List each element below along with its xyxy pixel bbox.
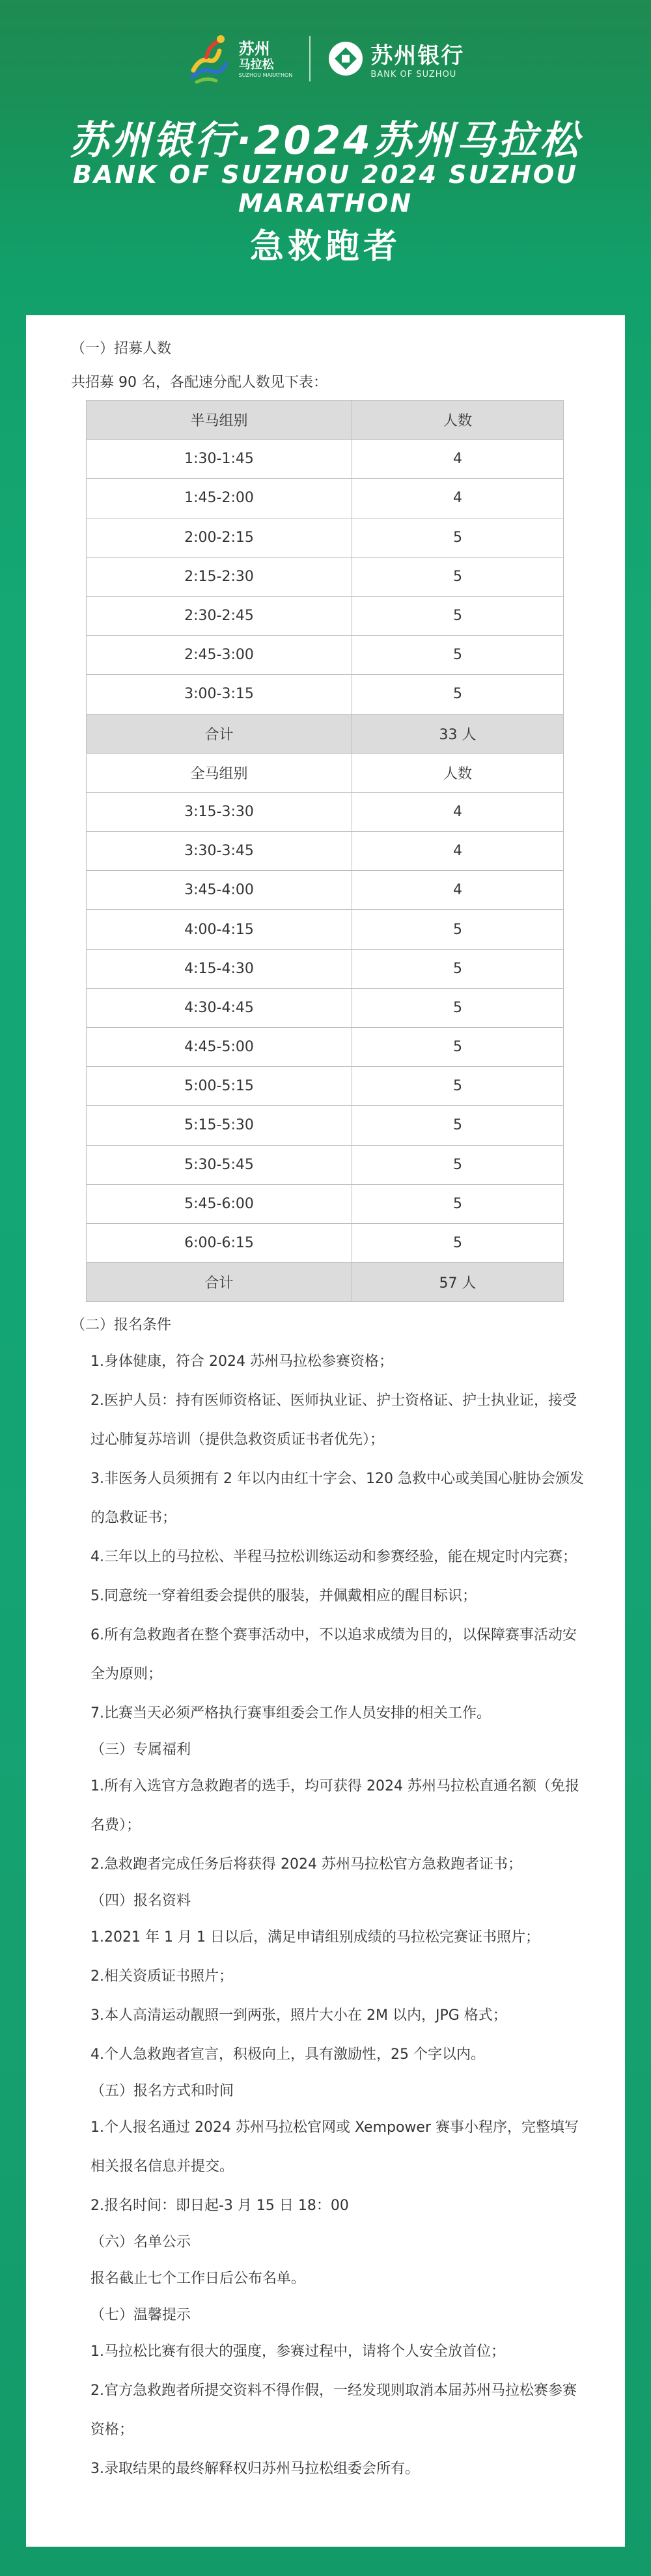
bank-name-en: BANK OF SUZHOU bbox=[370, 70, 457, 79]
table-header-full bbox=[87, 753, 564, 792]
total-label: 合计 bbox=[87, 714, 352, 753]
logo-row bbox=[0, 31, 651, 86]
bank-logo bbox=[327, 38, 464, 79]
table-row bbox=[87, 636, 564, 675]
table-row bbox=[87, 1028, 564, 1067]
row-group: 1:30-1:45 bbox=[87, 440, 352, 479]
row-group: 6:00-6:15 bbox=[87, 1223, 352, 1262]
row-count: 5 bbox=[352, 910, 564, 949]
row-count: 5 bbox=[352, 1106, 564, 1145]
page-header bbox=[0, 0, 651, 306]
benefit-item: 2.急救跑者完成任务后将获得 2024 苏州马拉松官方急救跑者证书； bbox=[90, 1856, 522, 1873]
row-count: 5 bbox=[352, 675, 564, 714]
row-count: 4 bbox=[352, 440, 564, 479]
row-count: 5 bbox=[352, 988, 564, 1027]
row-count: 5 bbox=[352, 1028, 564, 1067]
header-group: 全马组别 bbox=[87, 753, 352, 792]
logo-divider bbox=[309, 36, 311, 81]
section-title-tips: （七）温馨提示 bbox=[90, 2307, 191, 2324]
row-group: 4:00-4:15 bbox=[87, 910, 352, 949]
condition-item: 4.三年以上的马拉松、半程马拉松训练运动和参赛经验，能在规定时内完赛； bbox=[90, 1549, 577, 1566]
tip-item: 2.官方急救跑者所提交资料不得作假，一经发现则取消本届苏州马拉松赛参赛资格； bbox=[90, 2383, 577, 2439]
table-row bbox=[87, 949, 564, 988]
table-row bbox=[87, 792, 564, 831]
section-title-publish: （六）名单公示 bbox=[90, 2234, 191, 2251]
bank-name-cn: 苏州银行 bbox=[370, 43, 465, 69]
header-group: 半马组别 bbox=[87, 401, 352, 440]
marathon-logo bbox=[187, 31, 293, 86]
marathon-logo-en: SUZHOU MARATHON bbox=[238, 72, 293, 78]
row-count: 5 bbox=[352, 1067, 564, 1106]
table-row bbox=[87, 1067, 564, 1106]
page-title: 苏州银行·2024苏州马拉松 bbox=[70, 118, 581, 163]
table-row bbox=[87, 518, 564, 557]
row-count: 5 bbox=[352, 949, 564, 988]
table-row bbox=[87, 440, 564, 479]
row-count: 5 bbox=[352, 557, 564, 596]
publish-item: 报名截止七个工作日后公布名单。 bbox=[90, 2271, 306, 2287]
table-header-half bbox=[87, 401, 564, 440]
table-row bbox=[87, 832, 564, 871]
row-count: 4 bbox=[352, 871, 564, 910]
row-count: 5 bbox=[352, 636, 564, 675]
row-count: 5 bbox=[352, 1145, 564, 1184]
content-body bbox=[64, 332, 585, 2489]
condition-item: 1.身体健康，符合 2024 苏州马拉松参赛资格； bbox=[90, 1353, 393, 1370]
row-count: 4 bbox=[352, 792, 564, 831]
material-item: 2.相关资质证书照片； bbox=[90, 1968, 233, 1985]
table-row bbox=[87, 871, 564, 910]
material-item: 1.2021 年 1 月 1 日以后，满足申请组别成绩的马拉松完赛证书照片； bbox=[90, 1929, 540, 1946]
row-group: 3:15-3:30 bbox=[87, 792, 352, 831]
row-group: 4:15-4:30 bbox=[87, 949, 352, 988]
section-title-recruit: （一）招募人数 bbox=[71, 341, 172, 357]
row-group: 2:00-2:15 bbox=[87, 518, 352, 557]
row-count: 4 bbox=[352, 479, 564, 518]
section-title-benefits: （三）专属福利 bbox=[90, 1742, 191, 1759]
row-group: 4:45-5:00 bbox=[87, 1028, 352, 1067]
page-title-en: BANK OF SUZHOU 2024 SUZHOU MARATHON bbox=[72, 160, 579, 218]
condition-item: 2.医护人员：持有医师资格证、医师执业证、护士资格证、护士执业证，接受过心肺复苏培训（提供急救资质证书者优先）； bbox=[90, 1393, 577, 1449]
table-row bbox=[87, 479, 564, 518]
section-title-signup: （五）报名方式和时间 bbox=[90, 2083, 234, 2100]
page-subtitle: 急救跑者 bbox=[249, 227, 401, 266]
tip-item: 1.马拉松比赛有很大的强度，参赛过程中，请将个人安全放首位； bbox=[90, 2343, 505, 2360]
row-count: 5 bbox=[352, 518, 564, 557]
table-total-full bbox=[87, 1263, 564, 1302]
runner-logo-icon bbox=[187, 31, 232, 86]
table-row bbox=[87, 1145, 564, 1184]
row-count: 5 bbox=[352, 1223, 564, 1262]
table-row bbox=[87, 557, 564, 596]
bank-emblem-icon bbox=[327, 40, 364, 77]
condition-item: 7.比赛当天必须严格执行赛事组委会工作人员安排的相关工作。 bbox=[90, 1705, 491, 1722]
row-count: 4 bbox=[352, 832, 564, 871]
recruit-table bbox=[86, 400, 564, 1302]
signup-item: 2.报名时间：即日起-3 月 15 日 18：00 bbox=[90, 2198, 349, 2215]
condition-item: 3.非医务人员须拥有 2 年以内由红十字会、120 急救中心或美国心脏协会颁发的急救证书； bbox=[90, 1471, 584, 1527]
row-group: 5:30-5:45 bbox=[87, 1145, 352, 1184]
tip-item: 3.录取结果的最终解释权归苏州马拉松组委会所有。 bbox=[90, 2461, 419, 2478]
row-group: 5:45-6:00 bbox=[87, 1184, 352, 1223]
table-row bbox=[87, 596, 564, 635]
table-row bbox=[87, 675, 564, 714]
total-value: 33 人 bbox=[352, 714, 564, 753]
material-item: 3.本人高清运动靓照一到两张，照片大小在 2M 以内，JPG 格式； bbox=[90, 2007, 507, 2024]
row-group: 2:15-2:30 bbox=[87, 557, 352, 596]
table-row bbox=[87, 1223, 564, 1262]
table-total-half bbox=[87, 714, 564, 753]
marathon-logo-cn: 苏州 bbox=[238, 39, 270, 58]
row-count: 5 bbox=[352, 1184, 564, 1223]
table-row bbox=[87, 988, 564, 1027]
row-group: 5:00-5:15 bbox=[87, 1067, 352, 1106]
row-group: 1:45-2:00 bbox=[87, 479, 352, 518]
condition-item: 5.同意统一穿着组委会提供的服装，并佩戴相应的醒目标识； bbox=[90, 1588, 477, 1605]
row-group: 2:45-3:00 bbox=[87, 636, 352, 675]
header-count: 人数 bbox=[352, 401, 564, 440]
table-row bbox=[87, 1106, 564, 1145]
signup-item: 1.个人报名通过 2024 苏州马拉松官网或 Xempower 赛事小程序，完整填写相关报名信息并提交。 bbox=[90, 2119, 579, 2175]
condition-item: 6.所有急救跑者在整个赛事活动中，不以追求成绩为目的，以保障赛事活动安全为原则； bbox=[90, 1627, 577, 1683]
total-value: 57 人 bbox=[352, 1263, 564, 1302]
row-group: 5:15-5:30 bbox=[87, 1106, 352, 1145]
section-title-conditions: （二）报名条件 bbox=[71, 1317, 172, 1334]
table-row bbox=[87, 1184, 564, 1223]
row-group: 4:30-4:45 bbox=[87, 988, 352, 1027]
recruit-intro: 共招募 90 名，各配速分配人数见下表： bbox=[71, 375, 327, 391]
header-count: 人数 bbox=[352, 753, 564, 792]
section-title-materials: （四）报名资料 bbox=[90, 1893, 191, 1910]
row-group: 2:30-2:45 bbox=[87, 596, 352, 635]
benefit-item: 1.所有入选官方急救跑者的选手，均可获得 2024 苏州马拉松直通名额（免报名费）； bbox=[90, 1778, 579, 1834]
row-group: 3:30-3:45 bbox=[87, 832, 352, 871]
row-group: 3:00-3:15 bbox=[87, 675, 352, 714]
total-label: 合计 bbox=[87, 1263, 352, 1302]
marathon-logo-cn2: 马拉松 bbox=[238, 57, 274, 72]
material-item: 4.个人急救跑者宣言，积极向上，具有激励性，25 个字以内。 bbox=[90, 2046, 485, 2063]
table-row bbox=[87, 910, 564, 949]
row-count: 5 bbox=[352, 596, 564, 635]
row-group: 3:45-4:00 bbox=[87, 871, 352, 910]
